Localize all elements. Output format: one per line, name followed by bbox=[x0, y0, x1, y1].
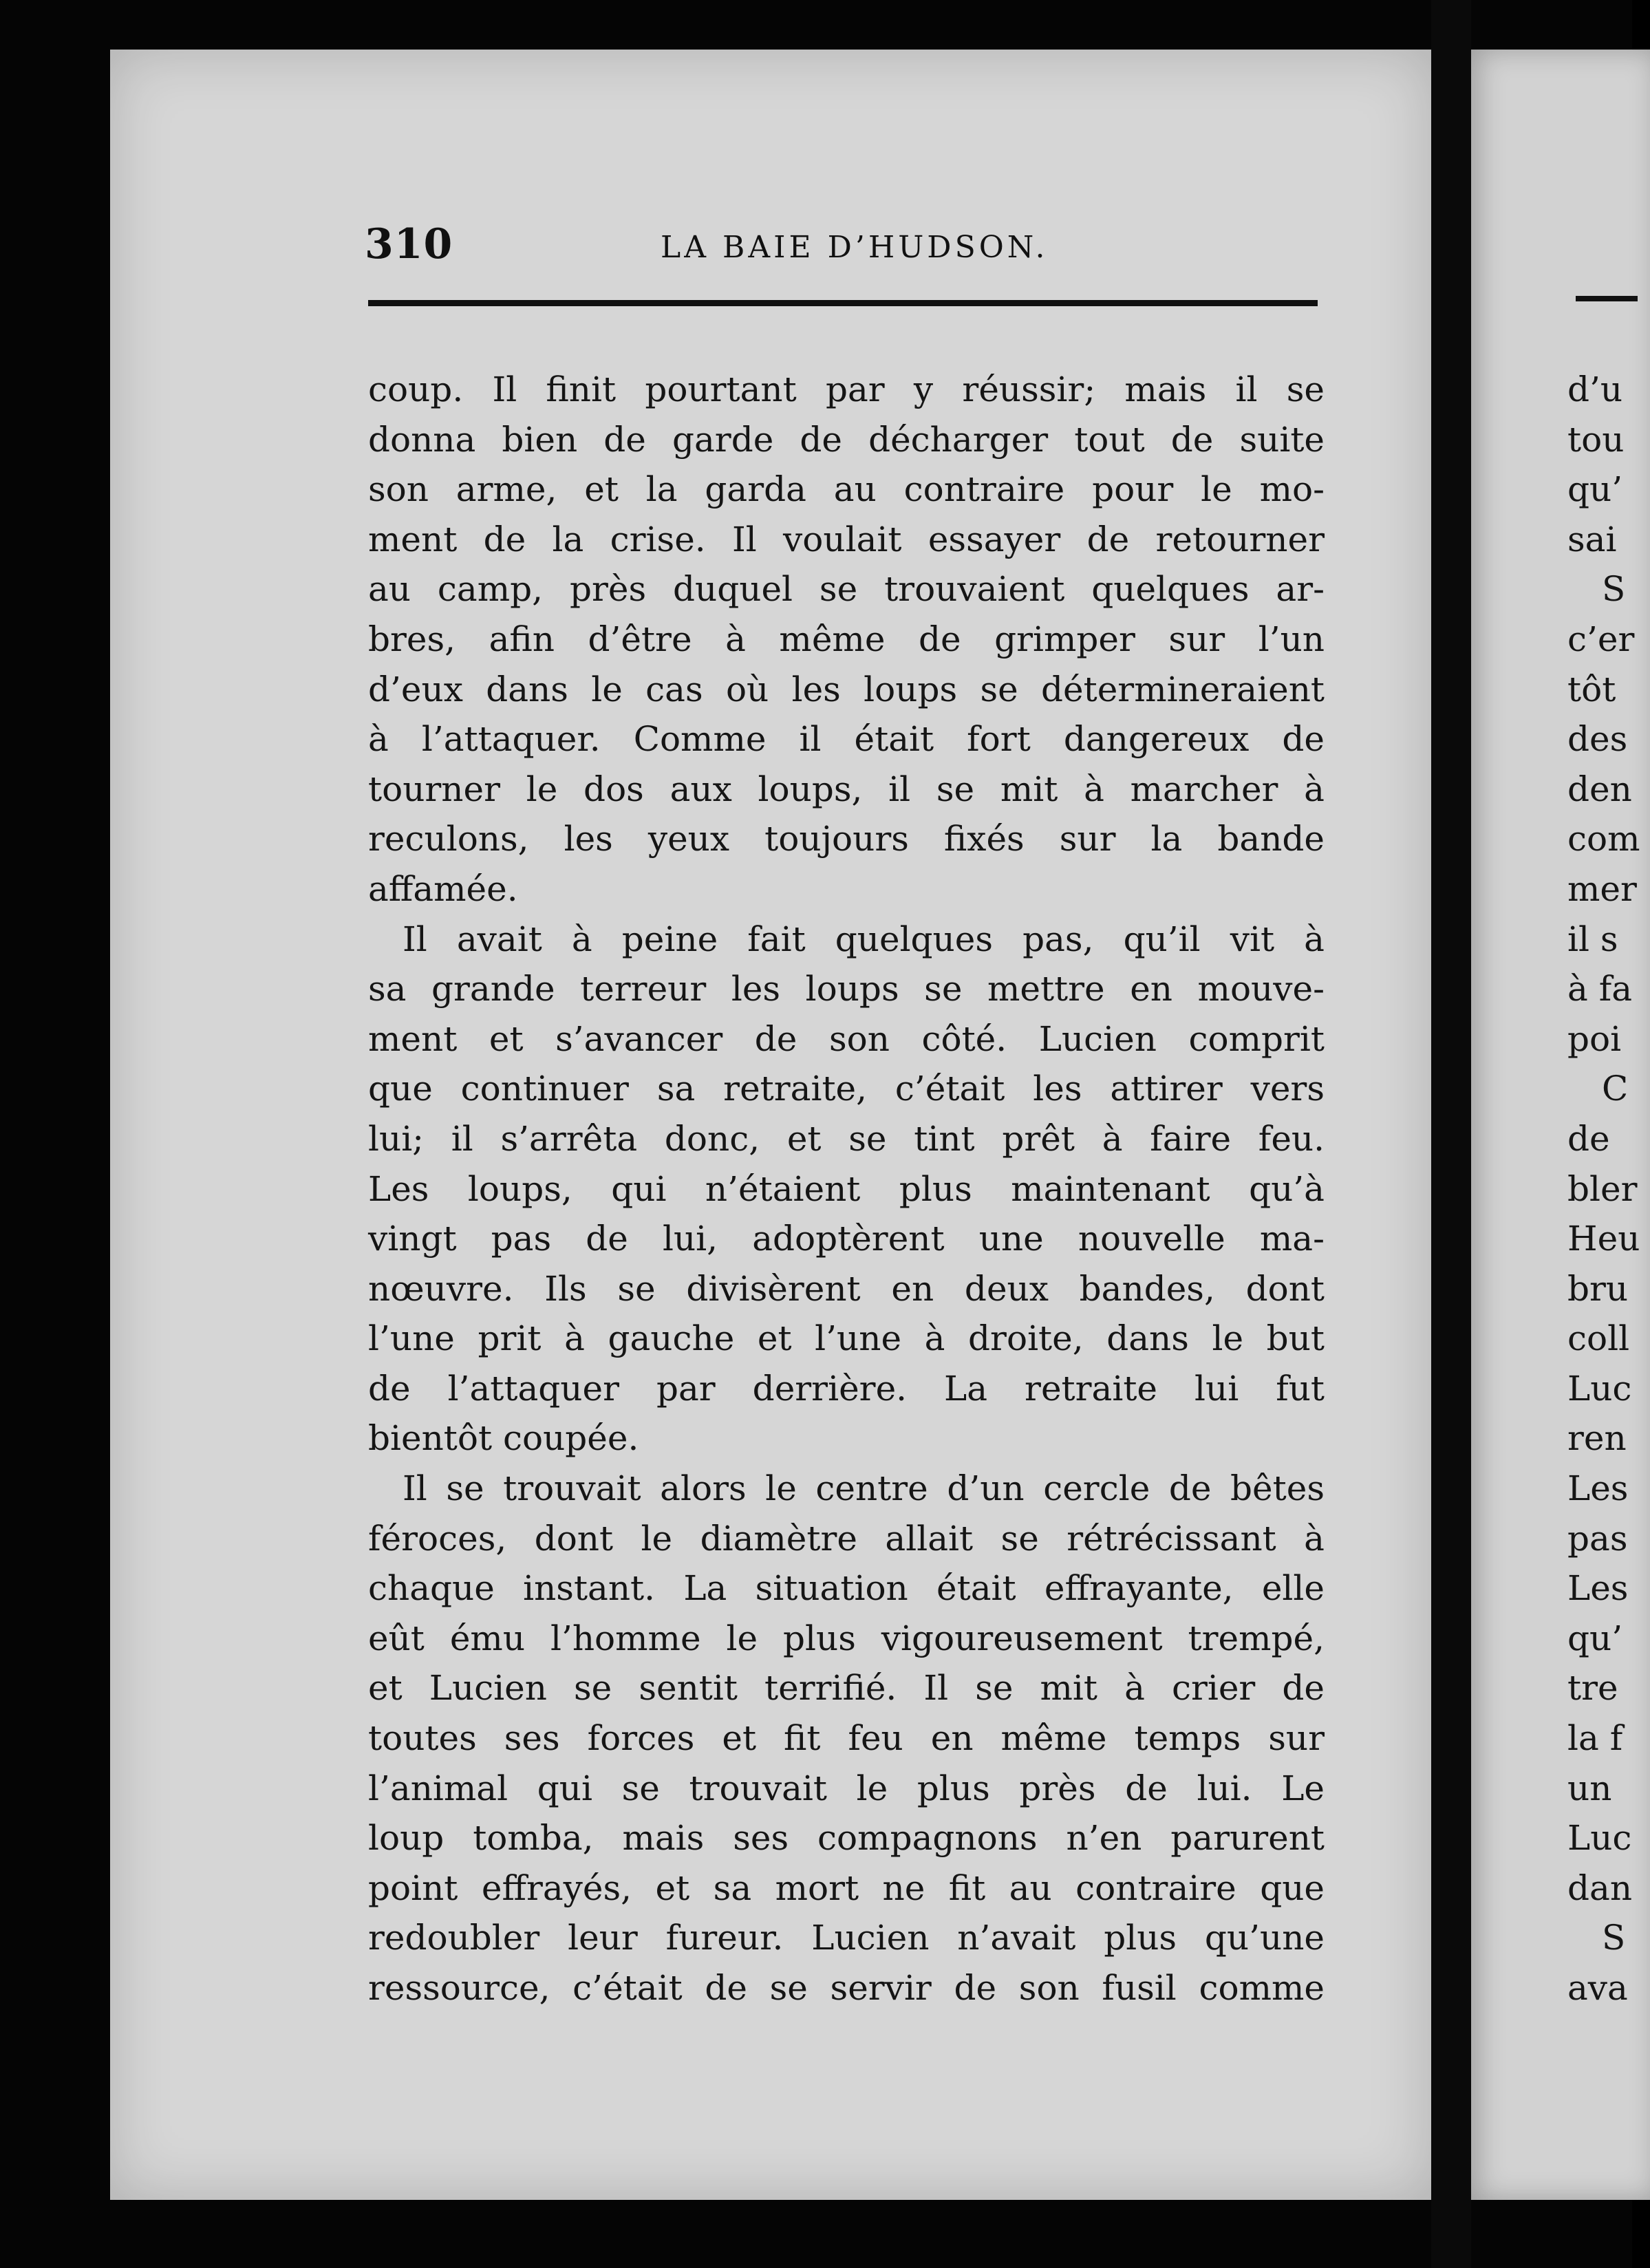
facing-page-line: d’u bbox=[1567, 370, 1623, 409]
facing-page-line: poi bbox=[1567, 1018, 1622, 1059]
text-line: ment de la crise. Il voulait essayer de retourner bbox=[368, 519, 1325, 559]
text-line: à l’attaquer. Comme il était fort dangereux de bbox=[368, 719, 1325, 760]
facing-page-line: Luc bbox=[1567, 1368, 1632, 1409]
text-line: l’animal qui se trouvait le plus près de lui. Le bbox=[368, 1768, 1325, 1808]
facing-page-line: ren bbox=[1567, 1418, 1627, 1459]
text-line: bres, afin d’être à même de grimper sur l’un bbox=[368, 619, 1325, 659]
facing-page-line: bler bbox=[1567, 1168, 1638, 1209]
book-gutter bbox=[1431, 0, 1471, 2268]
facing-page-line: bru bbox=[1567, 1268, 1629, 1309]
header-rule bbox=[368, 300, 1318, 306]
facing-page-line: un bbox=[1567, 1768, 1612, 1808]
facing-page-line: ava bbox=[1567, 1968, 1628, 2008]
facing-page-line: tou bbox=[1567, 419, 1625, 460]
text-line: toutes ses forces et fit feu en même temps sur bbox=[368, 1718, 1325, 1759]
text-line: Il se trouvait alors le centre d’un cercle de bêtes bbox=[403, 1468, 1325, 1509]
facing-page-line: mer bbox=[1567, 868, 1637, 909]
facing-page-line: pas bbox=[1567, 1518, 1628, 1559]
text-line: nœuvre. Ils se divisèrent en deux bandes, dont bbox=[368, 1268, 1325, 1309]
facing-page-line: dan bbox=[1567, 1868, 1633, 1908]
text-line: vingt pas de lui, adoptèrent une nouvelle ma- bbox=[368, 1219, 1325, 1259]
text-line: point effrayés, et sa mort ne fit au contraire que bbox=[368, 1868, 1325, 1908]
facing-page-text-fragments bbox=[1567, 365, 1640, 2013]
facing-page-line: qu’ bbox=[1567, 469, 1623, 510]
facing-page-line: il s bbox=[1567, 919, 1618, 959]
facing-page-header-rule bbox=[1576, 296, 1638, 301]
text-line: l’une prit à gauche et l’une à droite, dans le but bbox=[368, 1318, 1325, 1359]
text-line: reculons, les yeux toujours fixés sur la bande bbox=[368, 819, 1325, 859]
facing-page-line: qu’ bbox=[1567, 1618, 1623, 1658]
text-line: féroces, dont le diamètre allait se rétrécissant à bbox=[368, 1518, 1325, 1559]
facing-page-line: S bbox=[1602, 569, 1626, 610]
text-line: lui; il s’arrêta donc, et se tint prêt à faire feu. bbox=[368, 1118, 1325, 1159]
facing-page-line: com bbox=[1567, 819, 1640, 859]
text-line: ressource, c’était de se servir de son fusil comme bbox=[368, 1968, 1325, 2008]
text-line: donna bien de garde de décharger tout de suite bbox=[368, 419, 1325, 460]
running-title: LA BAIE D’HUDSON. bbox=[661, 230, 1049, 265]
facing-page-line: Heu bbox=[1567, 1219, 1640, 1259]
text-line: d’eux dans le cas où les loups se détermineraient bbox=[368, 669, 1325, 709]
facing-page-line: Luc bbox=[1567, 1818, 1632, 1859]
facing-page-line: sai bbox=[1567, 519, 1617, 559]
facing-page-line: tre bbox=[1567, 1668, 1618, 1709]
text-line: sa grande terreur les loups se mettre en mouve- bbox=[368, 969, 1325, 1009]
text-line: ment et s’avancer de son côté. Lucien comprit bbox=[368, 1018, 1325, 1059]
text-line: bientôt coupée. bbox=[368, 1418, 639, 1459]
text-line: au camp, près duquel se trouvaient quelques ar- bbox=[368, 569, 1325, 610]
facing-page-line: den bbox=[1567, 769, 1632, 809]
facing-page-line: coll bbox=[1567, 1318, 1630, 1359]
facing-page-line: tôt bbox=[1567, 669, 1616, 709]
text-line: que continuer sa retraite, c’était les attirer vers bbox=[368, 1069, 1325, 1109]
text-line: son arme, et la garda au contraire pour le mo- bbox=[368, 469, 1325, 510]
facing-page-line: des bbox=[1567, 719, 1628, 760]
main-text-block bbox=[368, 365, 1325, 2013]
facing-page-line: S bbox=[1602, 1918, 1626, 1958]
text-line: loup tomba, mais ses compagnons n’en parurent bbox=[368, 1818, 1325, 1859]
facing-page-line: c’er bbox=[1567, 619, 1635, 659]
text-line: coup. Il finit pourtant par y réussir; mais il se bbox=[368, 370, 1325, 409]
facing-page-line: à fa bbox=[1567, 969, 1633, 1009]
text-line: Il avait à peine fait quelques pas, qu’il vit à bbox=[403, 919, 1325, 959]
page-header bbox=[365, 220, 1321, 275]
text-line: redoubler leur fureur. Lucien n’avait plus qu’une bbox=[368, 1918, 1325, 1958]
facing-page-line: C bbox=[1602, 1069, 1629, 1109]
text-line: Les loups, qui n’étaient plus maintenant qu’à bbox=[368, 1168, 1325, 1209]
facing-page-line: Les bbox=[1567, 1468, 1629, 1509]
facing-page-line: Les bbox=[1567, 1568, 1629, 1609]
text-line: chaque instant. La situation était effrayante, elle bbox=[368, 1568, 1325, 1609]
text-line: de l’attaquer par derrière. La retraite lui fut bbox=[368, 1368, 1325, 1409]
facing-page-line: de bbox=[1567, 1118, 1610, 1159]
page-number: 310 bbox=[365, 220, 453, 268]
text-line: eût ému l’homme le plus vigoureusement trempé, bbox=[368, 1618, 1325, 1658]
text-line: et Lucien se sentit terrifié. Il se mit à crier de bbox=[368, 1668, 1325, 1709]
facing-page-line: la f bbox=[1567, 1718, 1623, 1759]
text-line: tourner le dos aux loups, il se mit à marcher à bbox=[368, 769, 1325, 809]
text-line: affamée. bbox=[368, 868, 518, 909]
